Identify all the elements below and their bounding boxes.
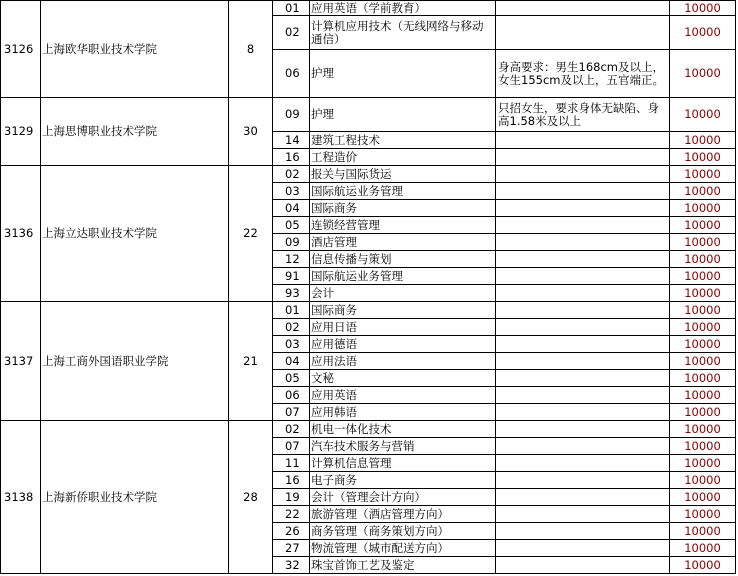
major-code: 07: [273, 438, 310, 455]
major-note: [496, 353, 670, 370]
major-code: 02: [273, 166, 310, 183]
school-count: 28: [229, 421, 273, 574]
tuition-fee: 10000: [670, 370, 736, 387]
major-code: 01: [273, 1, 310, 16]
school-code: 3138: [1, 421, 41, 574]
major-code: 06: [273, 50, 310, 98]
major-name: 计算机信息管理: [310, 455, 496, 472]
major-note: [496, 455, 670, 472]
major-code: 19: [273, 489, 310, 506]
major-note: [496, 319, 670, 336]
major-note: [496, 16, 670, 50]
major-note: [496, 302, 670, 319]
major-note: [496, 217, 670, 234]
major-name: 应用英语: [310, 387, 496, 404]
tuition-fee: 10000: [670, 455, 736, 472]
major-note: [496, 557, 670, 574]
major-name: 会计（管理会计方向）: [310, 489, 496, 506]
tuition-fee: 10000: [670, 472, 736, 489]
enrollment-table-body: [1, 1, 736, 574]
major-name: 汽车技术服务与营销: [310, 438, 496, 455]
tuition-fee: 10000: [670, 268, 736, 285]
major-name: 文秘: [310, 370, 496, 387]
tuition-fee: 10000: [670, 1, 736, 16]
major-note: [496, 421, 670, 438]
major-note: [496, 251, 670, 268]
major-code: 11: [273, 455, 310, 472]
major-code: 16: [273, 472, 310, 489]
tuition-fee: 10000: [670, 50, 736, 98]
school-code: 3129: [1, 98, 41, 166]
tuition-fee: 10000: [670, 506, 736, 523]
major-code: 06: [273, 387, 310, 404]
major-name: 连锁经营管理: [310, 217, 496, 234]
tuition-fee: 10000: [670, 98, 736, 132]
tuition-fee: 10000: [670, 166, 736, 183]
major-code: 91: [273, 268, 310, 285]
major-note: [496, 404, 670, 421]
major-code: 03: [273, 183, 310, 200]
major-name: 应用法语: [310, 353, 496, 370]
table-row: [1, 1, 736, 16]
tuition-fee: 10000: [670, 16, 736, 50]
major-name: 会计: [310, 285, 496, 302]
major-name: 商务管理（商务策划方向）: [310, 523, 496, 540]
major-name: 国际航运业务管理: [310, 268, 496, 285]
tuition-fee: 10000: [670, 353, 736, 370]
school-name: 上海新侨职业技术学院: [41, 421, 229, 574]
major-note: [496, 166, 670, 183]
major-name: 国际航运业务管理: [310, 183, 496, 200]
major-note: [496, 506, 670, 523]
major-code: 27: [273, 540, 310, 557]
major-code: 16: [273, 149, 310, 166]
major-name: 建筑工程技术: [310, 132, 496, 149]
major-name: 应用韩语: [310, 404, 496, 421]
major-name: 信息传播与策划: [310, 251, 496, 268]
tuition-fee: 10000: [670, 234, 736, 251]
major-name: 报关与国际货运: [310, 166, 496, 183]
major-code: 26: [273, 523, 310, 540]
major-name: 应用德语: [310, 336, 496, 353]
tuition-fee: 10000: [670, 183, 736, 200]
school-code: 3126: [1, 1, 41, 98]
tuition-fee: 10000: [670, 557, 736, 574]
school-name: 上海思博职业技术学院: [41, 98, 229, 166]
school-count: 30: [229, 98, 273, 166]
tuition-fee: 10000: [670, 217, 736, 234]
major-code: 12: [273, 251, 310, 268]
major-note: [496, 132, 670, 149]
major-note: 身高要求：男生168cm及以上，女生155cm及以上，五官端正。: [496, 50, 670, 98]
major-note: [496, 387, 670, 404]
major-code: 32: [273, 557, 310, 574]
school-count: 8: [229, 1, 273, 98]
school-count: 22: [229, 166, 273, 302]
table-row: [1, 98, 736, 132]
major-code: 03: [273, 336, 310, 353]
major-code: 04: [273, 353, 310, 370]
major-note: 只招女生，要求身体无缺陷、身高1.58米及以上: [496, 98, 670, 132]
tuition-fee: 10000: [670, 540, 736, 557]
major-code: 01: [273, 302, 310, 319]
major-name: 物流管理（城市配送方向）: [310, 540, 496, 557]
major-code: 02: [273, 319, 310, 336]
major-note: [496, 200, 670, 217]
tuition-fee: 10000: [670, 489, 736, 506]
major-note: [496, 438, 670, 455]
tuition-fee: 10000: [670, 336, 736, 353]
table-row: [1, 166, 736, 183]
tuition-fee: 10000: [670, 132, 736, 149]
major-code: 22: [273, 506, 310, 523]
major-name: 珠宝首饰工艺及鉴定: [310, 557, 496, 574]
major-name: 应用英语（学前教育）: [310, 1, 496, 16]
major-name: 酒店管理: [310, 234, 496, 251]
major-code: 14: [273, 132, 310, 149]
school-count: 21: [229, 302, 273, 421]
major-name: 旅游管理（酒店管理方向）: [310, 506, 496, 523]
major-note: [496, 1, 670, 16]
major-code: 93: [273, 285, 310, 302]
major-name: 国际商务: [310, 302, 496, 319]
major-note: [496, 183, 670, 200]
major-code: 09: [273, 98, 310, 132]
major-name: 护理: [310, 98, 496, 132]
major-name: 计算机应用技术（无线网络与移动通信）: [310, 16, 496, 50]
major-name: 工程造价: [310, 149, 496, 166]
tuition-fee: 10000: [670, 404, 736, 421]
major-note: [496, 472, 670, 489]
tuition-fee: 10000: [670, 421, 736, 438]
major-code: 04: [273, 200, 310, 217]
major-name: 应用日语: [310, 319, 496, 336]
major-code: 09: [273, 234, 310, 251]
major-name: 电子商务: [310, 472, 496, 489]
tuition-fee: 10000: [670, 438, 736, 455]
tuition-fee: 10000: [670, 200, 736, 217]
major-code: 07: [273, 404, 310, 421]
major-note: [496, 523, 670, 540]
school-name: 上海立达职业技术学院: [41, 166, 229, 302]
major-note: [496, 268, 670, 285]
major-name: 护理: [310, 50, 496, 98]
school-name: 上海欧华职业技术学院: [41, 1, 229, 98]
table-row: [1, 421, 736, 438]
major-note: [496, 370, 670, 387]
major-note: [496, 540, 670, 557]
table-row: [1, 302, 736, 319]
school-code: 3137: [1, 302, 41, 421]
major-code: 02: [273, 16, 310, 50]
tuition-fee: 10000: [670, 302, 736, 319]
major-note: [496, 234, 670, 251]
tuition-fee: 10000: [670, 387, 736, 404]
tuition-fee: 10000: [670, 319, 736, 336]
major-note: [496, 149, 670, 166]
tuition-fee: 10000: [670, 149, 736, 166]
major-note: [496, 489, 670, 506]
tuition-fee: 10000: [670, 523, 736, 540]
major-note: [496, 336, 670, 353]
major-code: 05: [273, 217, 310, 234]
major-name: 机电一体化技术: [310, 421, 496, 438]
school-code: 3136: [1, 166, 41, 302]
tuition-fee: 10000: [670, 285, 736, 302]
major-code: 05: [273, 370, 310, 387]
major-name: 国际商务: [310, 200, 496, 217]
major-note: [496, 285, 670, 302]
major-code: 02: [273, 421, 310, 438]
school-name: 上海工商外国语职业学院: [41, 302, 229, 421]
tuition-fee: 10000: [670, 251, 736, 268]
